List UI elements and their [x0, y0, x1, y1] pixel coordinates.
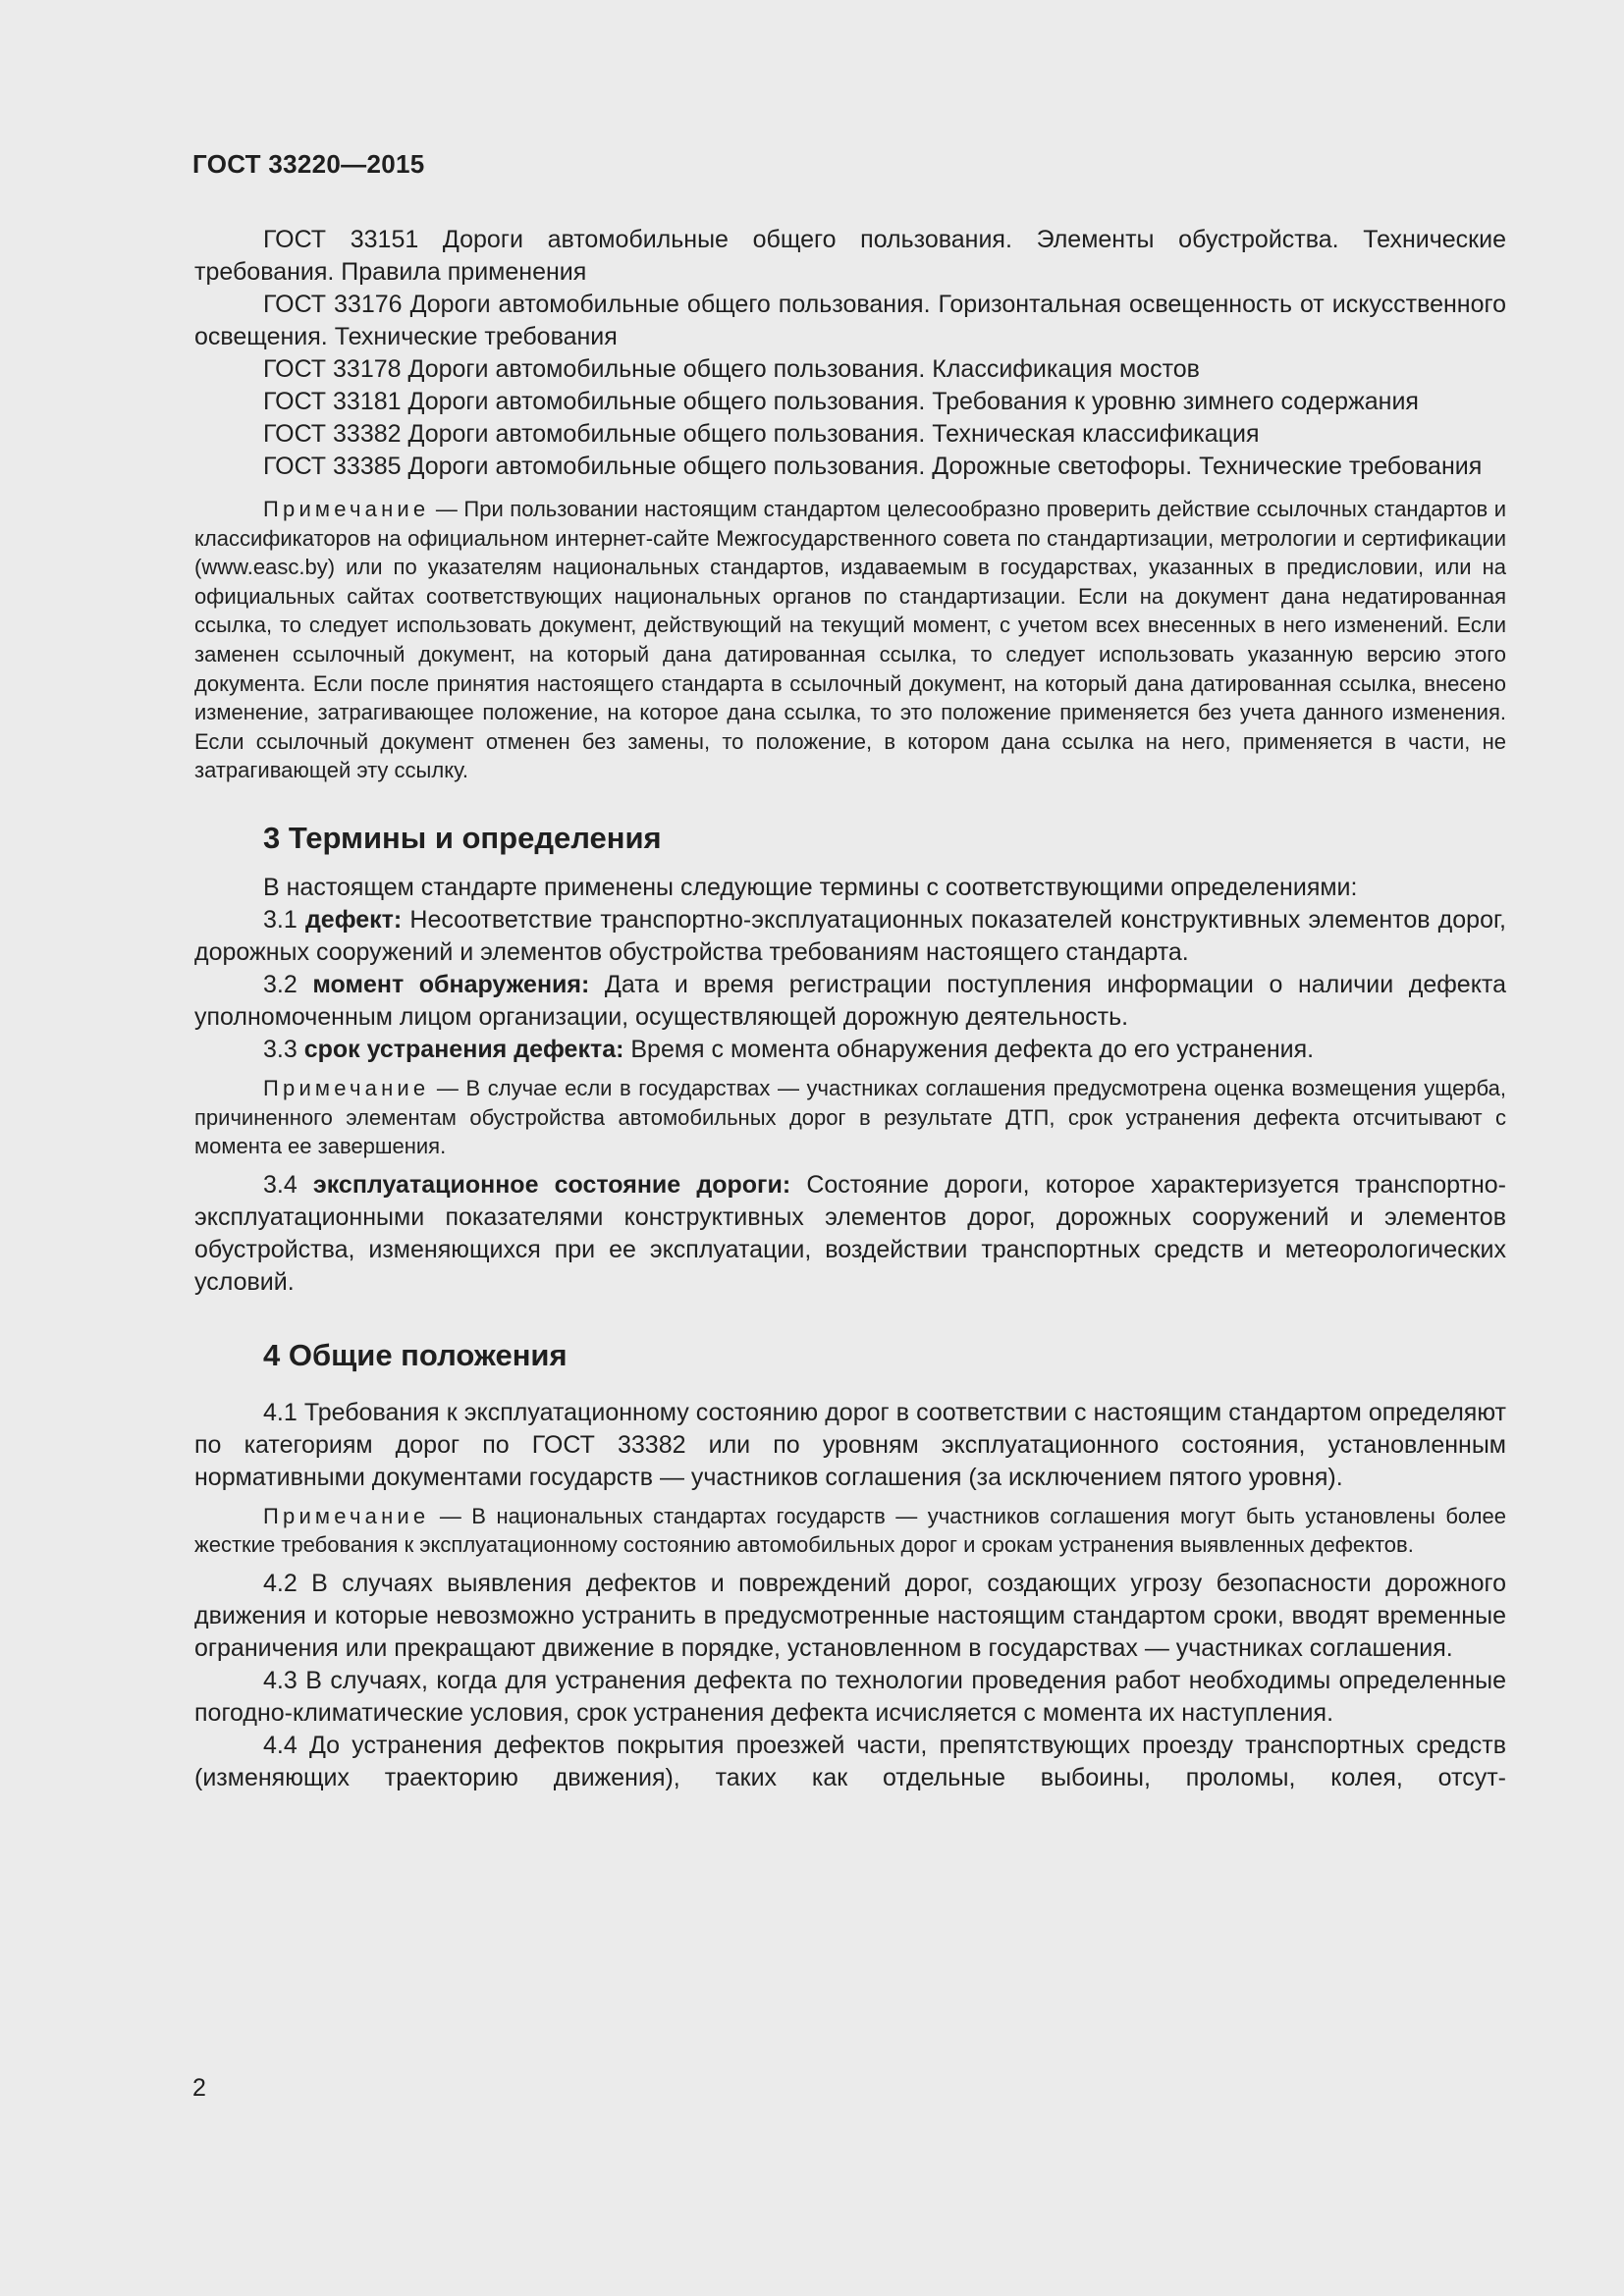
note-references — [194, 495, 1506, 785]
reference-item: ГОСТ 33151 Дороги автомобильные общего пользования. Элементы обустройства. Технические требования. Правила применения — [194, 226, 1506, 286]
section-3-intro: В настоящем стандарте применены следующие термины с соответствующими определениями: — [263, 873, 1358, 901]
note-clause-4-1 — [194, 1502, 1506, 1560]
page-number: 2 — [192, 2074, 206, 2102]
clause-4-2: 4.2 В случаях выявления дефектов и повреждений дорог, создающих угрозу безопасности дорожного движения и которые невозможно устранить в предусмотренные настоящим стандартом сроки, вводят временные ограничения или прекращают движение в порядке, установленном в государствах — участниках соглашения. — [194, 1569, 1506, 1662]
term-name: дефект: — [304, 905, 403, 934]
term-definition — [194, 1169, 1506, 1299]
document-header: ГОСТ 33220—2015 — [192, 149, 425, 179]
reference-item: ГОСТ 33176 Дороги автомобильные общего пользования. Горизонтальная освещенность от искусственного освещения. Технические требования — [194, 291, 1506, 350]
term-number: 3.1 — [263, 905, 305, 934]
section-3-heading: 3 Термины и определения — [263, 820, 662, 855]
clause-4-4: 4.4 До устранения дефектов покрытия проезжей части, препятствующих проезду транспортных средств (изменяющих траекторию движения), таких как отдельные выбоины, проломы, колея, отсут- — [194, 1731, 1506, 1791]
term-number: 3.2 — [263, 970, 313, 998]
page-content — [194, 224, 1506, 1794]
term-text: Время с момента обнаружения дефекта до его устранения. — [623, 1035, 1315, 1063]
reference-item: ГОСТ 33178 Дороги автомобильные общего пользования. Классификация мостов — [263, 355, 1200, 383]
term-text: Несоответствие транспортно-эксплуатационных показателей конструктивных элементов дорог, дорожных сооружений и элементов обустройства требованиям настоящего стандарта. — [194, 905, 1506, 966]
term-text: Состояние дороги, которое характеризуется транспортно-эксплуатационными показателями конструктивных элементов дорог, дорожных сооружений и элементов обустройства, изменяющихся при ее эксплуатации, воздействии транспортных средств и метеорологических условий. — [194, 1170, 1506, 1296]
section-4-heading: 4 Общие положения — [263, 1337, 568, 1372]
clause-4-3: 4.3 В случаях, когда для устранения дефекта по технологии проведения работ необходимы определенные погодно-климатические условия, срок устранения дефекта исчисляется с момента их наступления. — [194, 1666, 1506, 1727]
note-text: — В случае если в государствах — участниках соглашения предусмотрена оценка возмещения ущерба, причиненного элементам обустройства автомобильных дорог в результате ДТП, срок устранения дефекта отсчитывают с момента ее завершения. — [194, 1075, 1506, 1159]
term-text: Дата и время регистрации поступления информации о наличии дефекта уполномоченным лицом организации, осуществляющей дорожную деятельность. — [194, 970, 1507, 1031]
term-name: момент обнаружения: — [312, 970, 590, 998]
note-text: — При пользовании настоящим стандартом целесообразно проверить действие ссылочных стандартов и классификаторов на официальном интернет-сайте Межгосударственного совета по стандартизации, метрологии и сертификации (www.easc.by) или по указателям национальных стандартов, издаваемым в государствах, указанных в предисловии, или на официальных сайтах соответствующих национальных органов по стандартизации. Если на документ дана недатированная ссылка, то следует использовать документ, действующий на текущий момент, с учетом всех внесенных в него изменений. Если заменен ссылочный документ, на который дана датированная ссылка, то следует использовать указанную версию этого документа. Если после принятия настоящего стандарта в ссылочный документ, на который дана датированная ссылка, внесено изменение, затрагивающее положение, на которое дана ссылка, то это положение применяется без учета данного изменения. Если ссылочный документ отменен без замены, то положение, в котором дана ссылка на него, применяется в части, не затрагивающей эту ссылку. — [194, 497, 1506, 783]
reference-item: ГОСТ 33181 Дороги автомобильные общего пользования. Требования к уровню зимнего содержания — [263, 388, 1419, 415]
term-number: 3.3 — [263, 1035, 304, 1063]
reference-item: ГОСТ 33382 Дороги автомобильные общего пользования. Техническая классификация — [263, 420, 1260, 448]
term-definition — [194, 904, 1506, 969]
term-number: 3.4 — [263, 1170, 313, 1199]
term-name: эксплуатационное состояние дороги: — [312, 1170, 791, 1199]
note-label: Примечание — [263, 1075, 430, 1100]
term-definition — [194, 1034, 1506, 1066]
note-term-3-3 — [194, 1074, 1506, 1161]
note-text: — В национальных стандартах государств — участников соглашения могут быть установлены более жесткие требования к эксплуатационному состоянию автомобильных дорог и срокам устранения выявленных дефектов. — [194, 1503, 1506, 1558]
note-label: Примечание — [263, 1503, 430, 1528]
term-definition — [194, 969, 1506, 1034]
reference-item: ГОСТ 33385 Дороги автомобильные общего пользования. Дорожные светофоры. Технические требования — [263, 453, 1483, 480]
term-name: срок устранения дефекта: — [303, 1035, 624, 1063]
clause-4-1: 4.1 Требования к эксплуатационному состоянию дорог в соответствии с настоящим стандартом определяют по категориям дорог по ГОСТ 33382 или по уровням эксплуатационного состояния, установленным нормативными документами государств — участников соглашения (за исключением пятого уровня). — [194, 1398, 1506, 1491]
note-label: Примечание — [263, 497, 430, 521]
